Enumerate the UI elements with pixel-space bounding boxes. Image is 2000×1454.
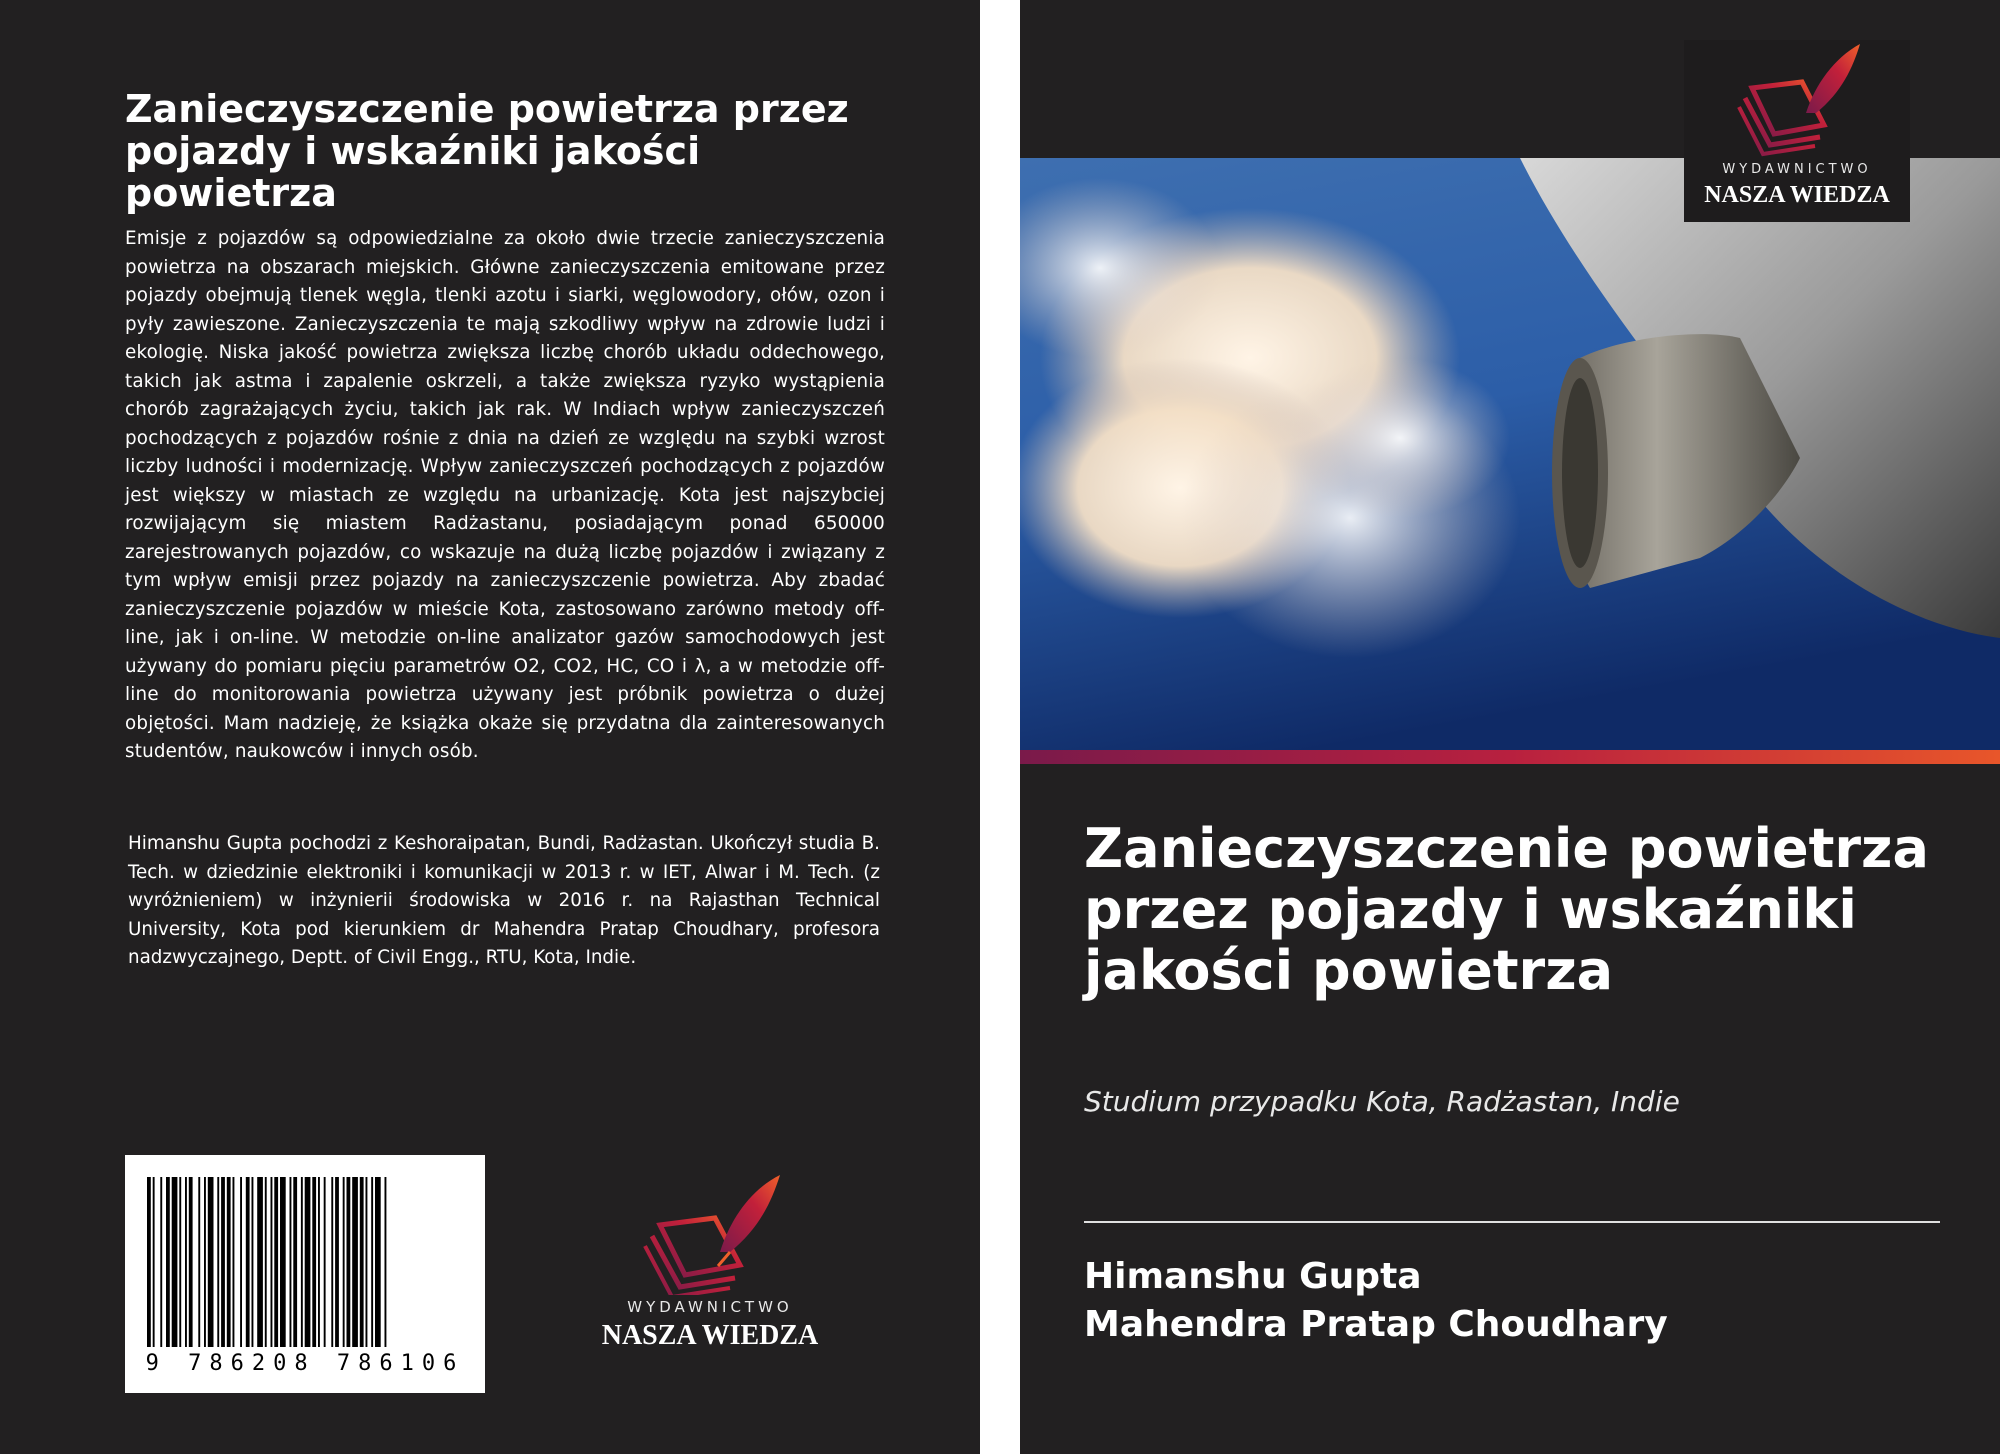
isbn-digits: 9 786208 786106 [145, 1351, 465, 1376]
book-quill-logo-icon [1684, 40, 1910, 158]
publisher-label-small: WYDAWNICTWO [1722, 162, 1872, 177]
exhaust-smoke-photo-icon [1020, 158, 2000, 750]
author-name: Himanshu Gupta [1084, 1256, 1422, 1297]
publisher-label-big: NASZA WIEDZA [1704, 182, 1890, 208]
barcode-bars-icon [125, 1155, 485, 1355]
accent-bar [1020, 750, 2000, 764]
book-quill-logo-icon [590, 1170, 830, 1295]
publisher-label-small: WYDAWNICTWO [627, 1298, 793, 1316]
spine-gap [980, 0, 1020, 1454]
front-cover-title: Zanieczyszczenie powietrza przez pojazdy i wskaźniki jakości powietrza [1084, 817, 1929, 1002]
front-cover [1020, 0, 2000, 1454]
publisher-label-big: NASZA WIEDZA [601, 1320, 819, 1351]
back-cover-title: Zanieczyszczenie powietrza przez pojazdy i wskaźniki jakości powietrza [125, 87, 849, 215]
back-cover [0, 0, 980, 1454]
front-cover-subtitle: Studium przypadku Kota, Radżastan, Indie [1084, 1085, 1680, 1118]
author-bio: Himanshu Gupta pochodzi z Keshoraipatan, Bundi, Radżastan. Ukończył studia B. Tech. w dziedzinie elektroniki i komunikacji w 2013 r. w IET, Alwar i M. Tech. (z wyróżnieniem) w inżynierii środowiska w 2016 r. na Rajasthan Technical University, Kota pod kierunkiem dr Mahendra Pratap Choudhary, profesora nadzwyczajnego, Deptt. of Civil Engg., RTU, Kota, Indie. [128, 833, 880, 968]
author-name: Mahendra Pratap Choudhary [1084, 1304, 1668, 1345]
divider-rule [1084, 1221, 1940, 1223]
back-cover-blurb: Emisje z pojazdów są odpowiedzialne za około dwie trzecie zanieczyszczenia powietrza na obszarach miejskich. Główne zanieczyszczenia emitowane przez pojazdy obejmują tlenek węgla, tlenki azotu i siarki, węglowodory, ołów, ozon i pyły zawieszone. Zanieczyszczenia te mają szkodliwy wpływ na zdrowie ludzi i ekologię. Niska jakość powietrza zwiększa liczbę chorób układu oddechowego, takich jak astma i zapalenie oskrzeli, a także zwiększa ryzyko wystąpienia chorób zagrażających życiu, takich jak rak. W Indiach wpływ zanieczyszczeń pochodzących z pojazdów rośnie z dnia na dzień ze względu na szybki wzrost liczby ludności i modernizację. Wpływ zanieczyszczeń pochodzących z pojazdów jest większy w miastach ze względu na urbanizację. Kota jest najszybciej rozwijającym się miastem Radżastanu, posiadającym ponad 650000 zarejestrowanych pojazdów, co wskazuje na dużą liczbę pojazdów i związany z tym wpływ emisji przez pojazdy na zanieczyszczenie powietrza. Aby zbadać zanieczyszczenie pojazdów w mieście Kota, zastosowano zarówno metody off-line, jak i on-line. W metodzie on-line analizator gazów samochodowych jest używany do pomiaru pięciu parametrów O2, CO2, HC, CO i λ, a w metodzie off-line do monitorowania powietrza używany jest próbnik powietrza o dużej objętości. Mam nadzieję, że książka okaże się przydatna dla zainteresowanych studentów, naukowców i innych osób. [125, 228, 885, 762]
publisher-logo-front [1684, 40, 1910, 222]
cover-photo [1020, 158, 2000, 750]
publisher-logo-back [590, 1170, 830, 1350]
isbn-barcode [125, 1155, 485, 1393]
